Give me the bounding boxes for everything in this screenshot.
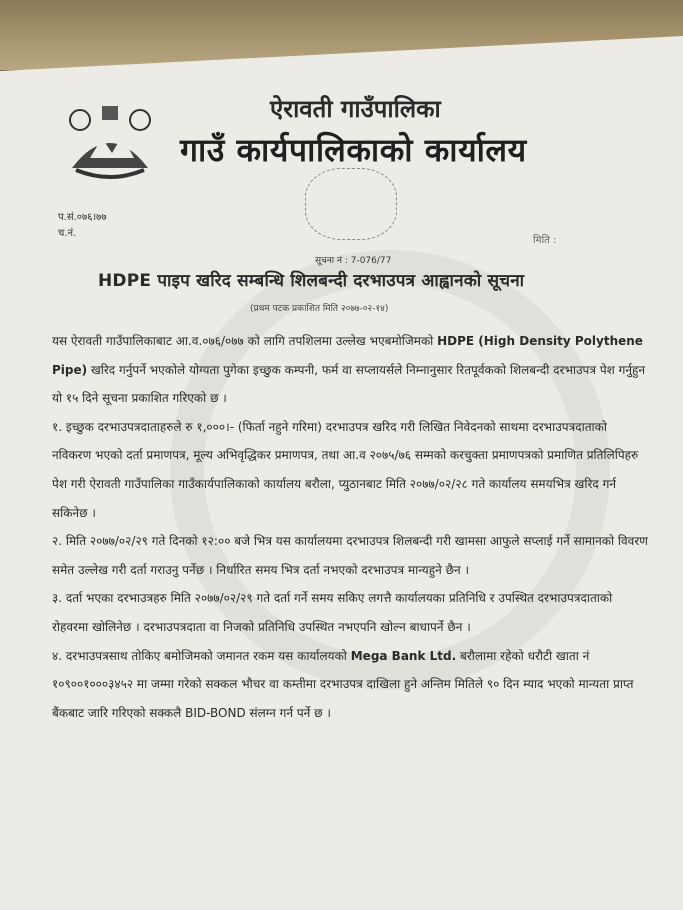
- date-field: मिति :: [533, 235, 557, 246]
- notice-title: HDPE पाइप खरिद सम्बन्धि शिलबन्दी दरभाउपत्र आह्वानको सूचना: [98, 271, 525, 291]
- notice-subtitle: (प्रथम पटक प्रकाशित मिति २०७७-०२-१४): [250, 304, 389, 314]
- notice-number: सूचना नं : 7-076/77: [315, 256, 392, 266]
- paragraph: १. इच्छुक दरभाउपत्रदाताहरुले रु १,०००।- (फिर्ता नहुने गरिमा) दरभाउपत्र खरिद गरी लिखित निवेदनको साथमा दरभाउपत्रदाताको नविकरण भएको दर्ता प्रमाणपत्र, मूल्य अभिवृद्धिकर प्रमाणपत्र, तथा आ.व २०७५/७६ सम्मको करचुक्ता प्रमाणपत्रको प्रमाणित प्रतिलिपिहरु पेश गरी ऐरावती गाउँपालिका गाउँकार्यपालिकाको कार्यालय बरौला, प्युठानबाट मिति २०७७/०२/२८ गते कार्यालय समयभित्र खरिद गर्न सकिनेछ ।: [52, 419, 639, 520]
- municipality-name: ऐरावती गाउँपालिका: [270, 95, 441, 123]
- patra-sankhya: प.सं.०७६।७७: [58, 212, 107, 223]
- paragraph: ४. दरभाउपत्रसाथ तोकिए बमोजिमको जमानत रकम यस कार्यालयको Mega Bank Ltd. बरौलामा रहेको धरौटी खाता नं १०९००१०००३४५२ मा जम्मा गरेको सक्कल भौचर वा कम्तीमा दरभाउपत्र दाखिला हुने अन्तिम मितिले ९० दिन म्याद भएको मान्यता प्राप्त बैंकबाट जारि गरिएको सक्कलै BID-BOND संलग्न गर्न पर्ने छ ।: [52, 648, 634, 720]
- paragraph: ३. दर्ता भएका दरभाउत्रहरु मिति २०७७/०२/२९ गते दर्ता गर्ने समय सकिए लगत्तै कार्यालयका प्रतिनिधि र उपस्थित दरभाउपत्रदाताको रोहवरमा खोलिनेछ । दरभाउपत्रदाता वा निजको प्रतिनिधि उपस्थित नभएपनि खोल्न बाधापर्ने छैन ।: [52, 591, 613, 634]
- nepal-emblem-logo: [62, 98, 158, 184]
- chalani-number: च.नं.: [58, 228, 77, 239]
- paragraph: यस ऐरावती गाउँपालिकाबाट आ.व.०७६/०७७ को लागि तपशिलमा उल्लेख भएबमोजिमको HDPE (High Density Polythene Pipe) खरिद गर्नुपर्ने भएकोले योग्यता पुगेका इच्छुक कम्पनी, फर्म वा सप्लायर्सले निम्नानुसार रितपूर्वकको शिलबन्दी दरभाउपत्र पेश गर्नुहुन यो १५ दिने सूचना प्रकाशित गरिएको छ ।: [52, 334, 646, 406]
- notice-body: [52, 327, 650, 727]
- reference-block: [58, 210, 107, 242]
- paragraph: २. मिति २०७७/०२/२९ गते दिनको १२:०० बजे भित्र यस कार्यालयमा दरभाउपत्र शिलबन्दी गरी खामसा आफुले सप्लाई गर्ने सामानको विवरण समेत उल्लेख गरी दर्ता गराउनु पर्नेछ । निर्धारित समय भित्र दर्ता नभएको दरभाउपत्र मान्यहुने छैन ।: [52, 534, 648, 577]
- office-name: गाउँ कार्यपालिकाको कार्यालय: [180, 131, 527, 169]
- office-stamp: [305, 168, 397, 240]
- contact-info-block: [494, 172, 496, 208]
